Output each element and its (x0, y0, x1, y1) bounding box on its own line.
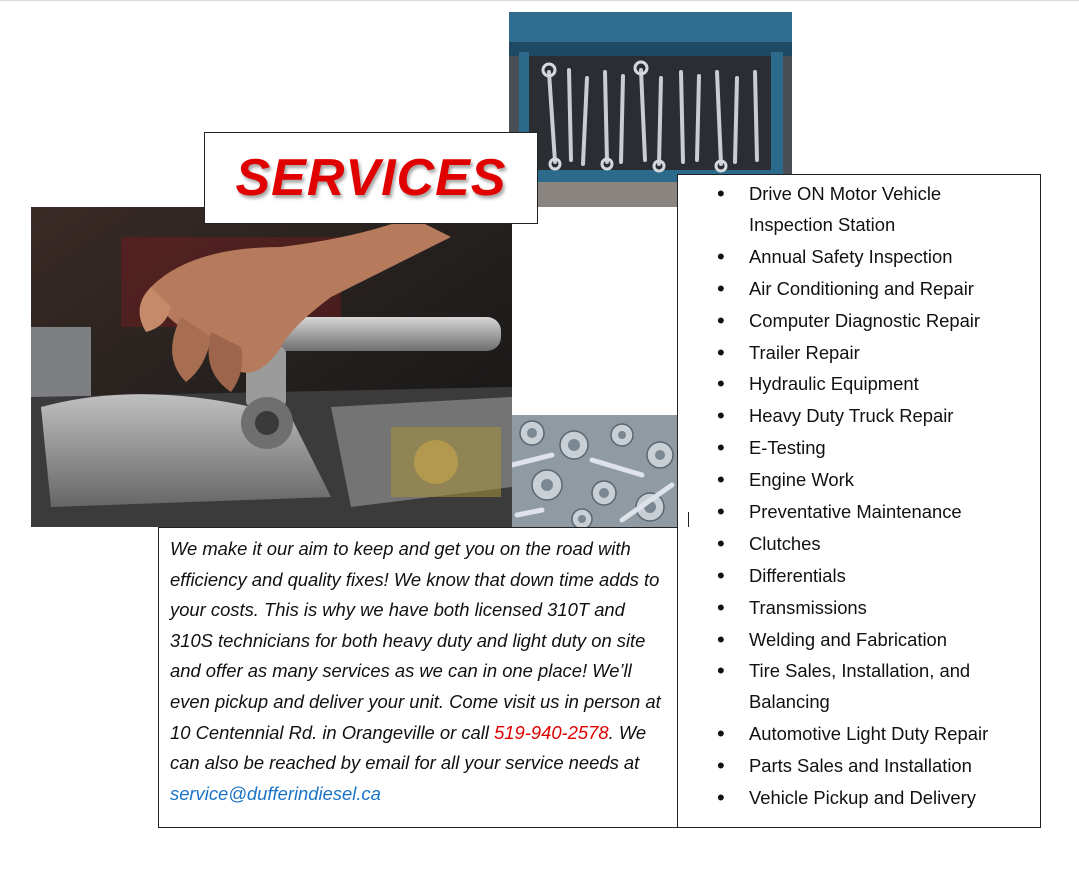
top-rule (0, 0, 1079, 1)
text-cursor (688, 512, 689, 527)
service-item: • Transmissions (678, 592, 1018, 623)
service-item: • Clutches (678, 528, 1018, 559)
service-item: • Preventative Maintenance (678, 496, 1018, 527)
page-title: SERVICES (235, 149, 507, 207)
service-item: • Drive ON Motor Vehicle Inspection Station (678, 178, 1018, 240)
title-box (204, 132, 538, 224)
phone-number[interactable]: 519-940-2578 (494, 721, 609, 743)
service-item: • Vehicle Pickup and Delivery (678, 782, 1018, 813)
service-item: • Welding and Fabrication (678, 624, 1018, 655)
service-item: • Heavy Duty Truck Repair (678, 400, 1018, 431)
service-item: • Air Conditioning and Repair (678, 273, 1018, 304)
description-text: We make it our aim to keep and get you on the road with efficiency and quality fixes! We know that down time adds to your costs. This is why we have both licensed 310T and 310S technicians for both heavy duty and light duty on site and offer as many services as we can in one place! We’ll even pickup and deliver your unit. Come visit us in person at 10 Centennial Rd. in Orangeville or call (170, 538, 661, 743)
description-box (158, 527, 679, 828)
service-item: • Engine Work (678, 464, 1018, 495)
service-item: • Tire Sales, Installation, and Balancing (678, 655, 1018, 717)
mechanic-hand-engine-photo (31, 207, 512, 527)
services-list-box (677, 174, 1041, 828)
service-item: • Trailer Repair (678, 337, 1018, 368)
services-list (678, 178, 1018, 814)
description-paragraph (170, 534, 672, 809)
service-item: • Hydraulic Equipment (678, 368, 1018, 399)
service-item: • Parts Sales and Installation (678, 750, 1018, 781)
service-item: • Differentials (678, 560, 1018, 591)
service-item: • Automotive Light Duty Repair (678, 718, 1018, 749)
service-item: • Annual Safety Inspection (678, 241, 1018, 272)
email-link[interactable]: service@dufferindiesel.ca (170, 782, 381, 804)
description-text-middle: . We can also be reached by email for all your service needs at (170, 721, 647, 774)
service-item: • Computer Diagnostic Repair (678, 305, 1018, 336)
service-item: • E-Testing (678, 432, 1018, 463)
bolts-nuts-photo (512, 415, 677, 527)
